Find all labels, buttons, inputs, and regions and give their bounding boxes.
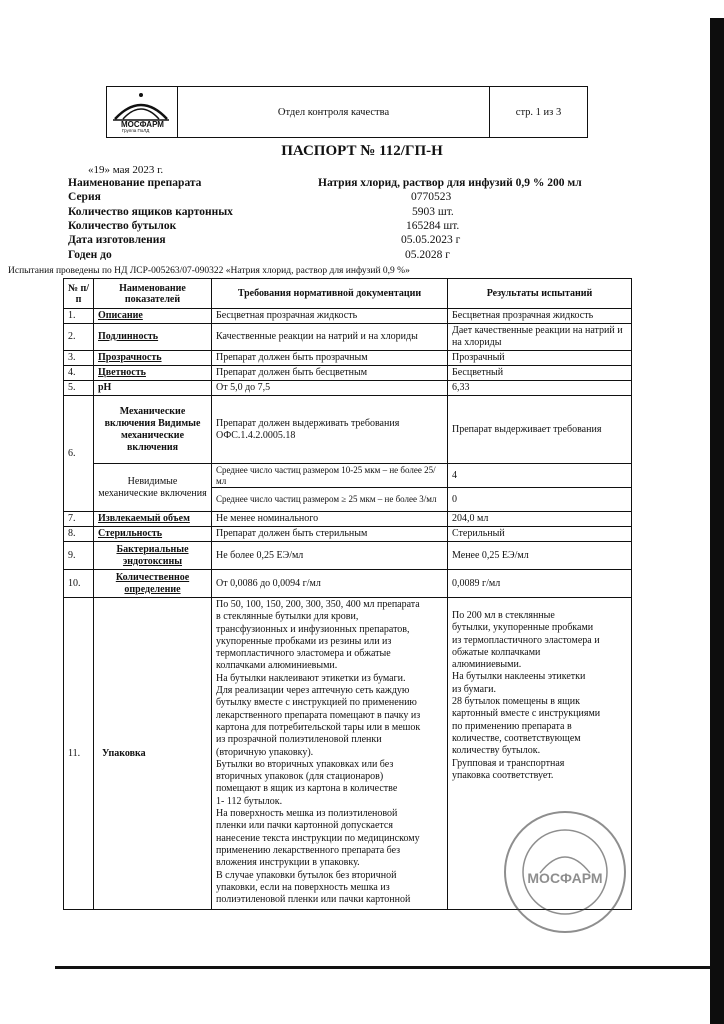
- row-num: 10.: [64, 570, 94, 598]
- row-req: Среднее число частиц размером 10-25 мкм – не более 25/мл: [212, 464, 448, 488]
- row-req: Не менее номинального: [212, 512, 448, 527]
- text-line: лекарственного препарата помещают в пачку из: [216, 709, 421, 721]
- text-line: На бутылки наклеивают этикетки из бумаги.: [216, 672, 406, 684]
- info-value-expiry: 05.2028 г: [405, 249, 450, 261]
- row-num: 2.: [64, 324, 94, 351]
- row-name: Механические включения Видимые механические включения: [94, 396, 212, 464]
- text-line: из термопластичного эластомера и: [452, 634, 600, 646]
- row-req: Препарат должен быть стерильным: [212, 527, 448, 542]
- row-name: Невидимые механические включения: [94, 464, 212, 512]
- row-req: От 0,0086 до 0,0094 г/мл: [212, 570, 448, 598]
- text-line: 1- 112 бутылок.: [216, 795, 283, 807]
- row-num: 6.: [64, 396, 94, 512]
- text-line: картона для потребительской тары или в мешок: [216, 721, 421, 733]
- col-res-header: Результаты испытаний: [448, 279, 632, 309]
- text-line: На поверхность мешка из полиэтиленовой: [216, 808, 398, 820]
- row-req: От 5,0 до 7,5: [212, 381, 448, 396]
- table-row: [64, 570, 632, 598]
- row-num: 3.: [64, 351, 94, 366]
- row-num: 7.: [64, 512, 94, 527]
- text-line: упаковки, если на поверхность мешка из: [216, 881, 390, 893]
- text-line: 28 бутылок помещены в ящик: [452, 696, 581, 708]
- company-stamp: [500, 807, 630, 937]
- logo-name: МОСФАРМ: [121, 120, 164, 129]
- text-line: полиэтиленовой пленки или пачки картонной: [216, 894, 411, 906]
- info-label-boxes: Количество ящиков картонных: [68, 206, 233, 218]
- row-res: 0,0089 г/мл: [448, 570, 632, 598]
- table-row: [64, 309, 632, 324]
- row-num: 1.: [64, 309, 94, 324]
- info-label-series: Серия: [68, 191, 101, 203]
- info-label-expiry: Годен до: [68, 249, 112, 261]
- row-name: Упаковка: [94, 598, 212, 910]
- text-line: бутылки, укупоренные пробками: [452, 622, 594, 634]
- row-res: 4: [448, 464, 632, 488]
- text-line: обжатые колпачками: [452, 646, 541, 658]
- row-name: Бактериальные эндотоксины: [94, 542, 212, 570]
- row-name: Извлекаемый объем: [94, 512, 212, 527]
- table-row: [64, 542, 632, 570]
- info-value-bottles: 165284 шт.: [406, 220, 460, 232]
- text-line: алюминиевыми.: [452, 659, 522, 671]
- row-req: Препарат должен быть бесцветным: [212, 366, 448, 381]
- row-res: Препарат выдерживает требования: [448, 396, 632, 464]
- row-name: pH: [94, 381, 212, 396]
- text-line: помещают в ящик из картона в количестве: [216, 783, 398, 795]
- text-line: Групповая и транспортная: [452, 757, 565, 769]
- text-line: упаковка соответствует.: [452, 769, 554, 781]
- text-line: количеству бутылок.: [452, 745, 541, 757]
- row-name: Количественное определение: [94, 570, 212, 598]
- row-req: Бесцветная прозрачная жидкость: [212, 309, 448, 324]
- text-line: термопластичного эластомера и обжатые: [216, 648, 391, 660]
- row-res: 204,0 мл: [448, 512, 632, 527]
- text-line: вложения инструкции в упаковку.: [216, 857, 360, 869]
- col-name-header: Наименование показателей: [94, 279, 212, 309]
- text-line: по применению препарата в: [452, 720, 572, 732]
- row-res: Бесцветный: [448, 366, 632, 381]
- table-row: [64, 324, 632, 351]
- document-title: ПАСПОРТ № 112/ГП-Н: [281, 143, 443, 159]
- info-label-manufacture-date: Дата изготовления: [68, 234, 166, 246]
- tests-note: Испытания проведены по НД ЛСР-005263/07-090322 «Натрия хлорид, раствор для инфузий 0,9 %»: [8, 266, 410, 276]
- text-line: (вторичную упаковку).: [216, 746, 314, 758]
- row-res: Менее 0,25 ЕЭ/мл: [448, 542, 632, 570]
- info-label-drug: Наименование препарата: [68, 177, 202, 189]
- text-line: укупоренные пробками из резины или из: [216, 635, 392, 647]
- table-row: [64, 527, 632, 542]
- row-res: Стерильный: [448, 527, 632, 542]
- row-req: Препарат должен быть прозрачным: [212, 351, 448, 366]
- text-line: Бутылки во вторичных упаковках или без: [216, 758, 394, 770]
- row-name: Стерильность: [94, 527, 212, 542]
- row-num: 11.: [64, 598, 94, 910]
- text-line: На бутылки наклеены этикетки: [452, 671, 586, 683]
- table-row: [64, 464, 632, 488]
- row-name: Описание: [94, 309, 212, 324]
- page-bottom-rule: [55, 966, 710, 969]
- department-name: Отдел контроля качества: [178, 87, 490, 137]
- col-num-header: № п/п: [64, 279, 94, 309]
- row-res: Дает качественные реакции на натрий и на хлориды: [448, 324, 632, 351]
- info-label-bottles: Количество бутылок: [68, 220, 177, 232]
- text-line: применению лекарственного препарата без: [216, 844, 401, 856]
- row-num: 8.: [64, 527, 94, 542]
- text-line: По 200 мл в стеклянные: [452, 610, 555, 621]
- row-req: Качественные реакции на натрий и на хлориды: [212, 324, 448, 351]
- packaging-results-lines: [452, 610, 627, 782]
- info-value-manufacture-date: 05.05.2023 г: [401, 234, 461, 246]
- text-line: в стеклянные бутылки для крови,: [216, 611, 359, 623]
- table-row: [64, 512, 632, 527]
- row-num: 9.: [64, 542, 94, 570]
- stamp-text: МОСФАРМ: [527, 870, 603, 886]
- text-line: В случае упаковки бутылок без вторичной: [216, 869, 397, 881]
- row-num: 5.: [64, 381, 94, 396]
- table-row: [64, 366, 632, 381]
- row-num: 4.: [64, 366, 94, 381]
- text-line: нанесение текста инструкции по медицинскому: [216, 832, 420, 844]
- table-row: [64, 381, 632, 396]
- info-value-drug: Натрия хлорид, раствор для инфузий 0,9 % 200 мл: [318, 177, 582, 189]
- row-req: Среднее число частиц размером ≥ 25 мкм – не более 3/мл: [212, 488, 448, 512]
- packaging-requirements-lines: [216, 599, 443, 906]
- row-req: Препарат должен выдерживать требования ОФС.1.4.2.0005.18: [212, 396, 448, 464]
- row-name: Прозрачность: [94, 351, 212, 366]
- table-header-row: [64, 279, 632, 309]
- row-res: Бесцветная прозрачная жидкость: [448, 309, 632, 324]
- logo-subtitle: Группа ПоЛД: [122, 128, 150, 133]
- text-line: из прозрачной полиэтиленовой пленки: [216, 734, 382, 746]
- row-res: 6,33: [448, 381, 632, 396]
- table-row: [64, 351, 632, 366]
- text-line: пленки или пачки картонной допускается: [216, 820, 393, 832]
- info-value-series: 0770523: [411, 191, 452, 203]
- text-line: вторичных упаковок (для стационаров): [216, 771, 384, 783]
- text-line: из бумаги.: [452, 683, 497, 695]
- text-line: По 50, 100, 150, 200, 300, 350, 400 мл препарата: [216, 599, 420, 610]
- company-logo: [107, 87, 178, 137]
- text-line: Для реализации через аптечную сеть каждую: [216, 685, 410, 697]
- col-req-header: Требования нормативной документации: [212, 279, 448, 309]
- page-number: стр. 1 из 3: [515, 106, 562, 118]
- table-row: [64, 396, 632, 464]
- text-line: трансфузионных и инфузионных препаратов,: [216, 623, 410, 635]
- text-line: колпачками алюминиевыми.: [216, 660, 338, 672]
- row-name: Подлинность: [94, 324, 212, 351]
- text-line: картонный вместе с инструкциями: [452, 708, 601, 720]
- text-line: количестве, соответствующем: [452, 732, 581, 744]
- info-value-boxes: 5903 шт.: [412, 206, 454, 218]
- text-line: бутылку вместе с инструкцией по применению: [216, 697, 417, 709]
- document-date: «19» мая 2023 г.: [88, 164, 164, 176]
- document-header: [106, 86, 588, 138]
- scan-edge-bar: [710, 18, 724, 1024]
- row-req: Не более 0,25 ЕЭ/мл: [212, 542, 448, 570]
- row-res: 0: [448, 488, 632, 512]
- packaging-requirements: [212, 598, 448, 910]
- row-name: Цветность: [94, 366, 212, 381]
- row-res: Прозрачный: [448, 351, 632, 366]
